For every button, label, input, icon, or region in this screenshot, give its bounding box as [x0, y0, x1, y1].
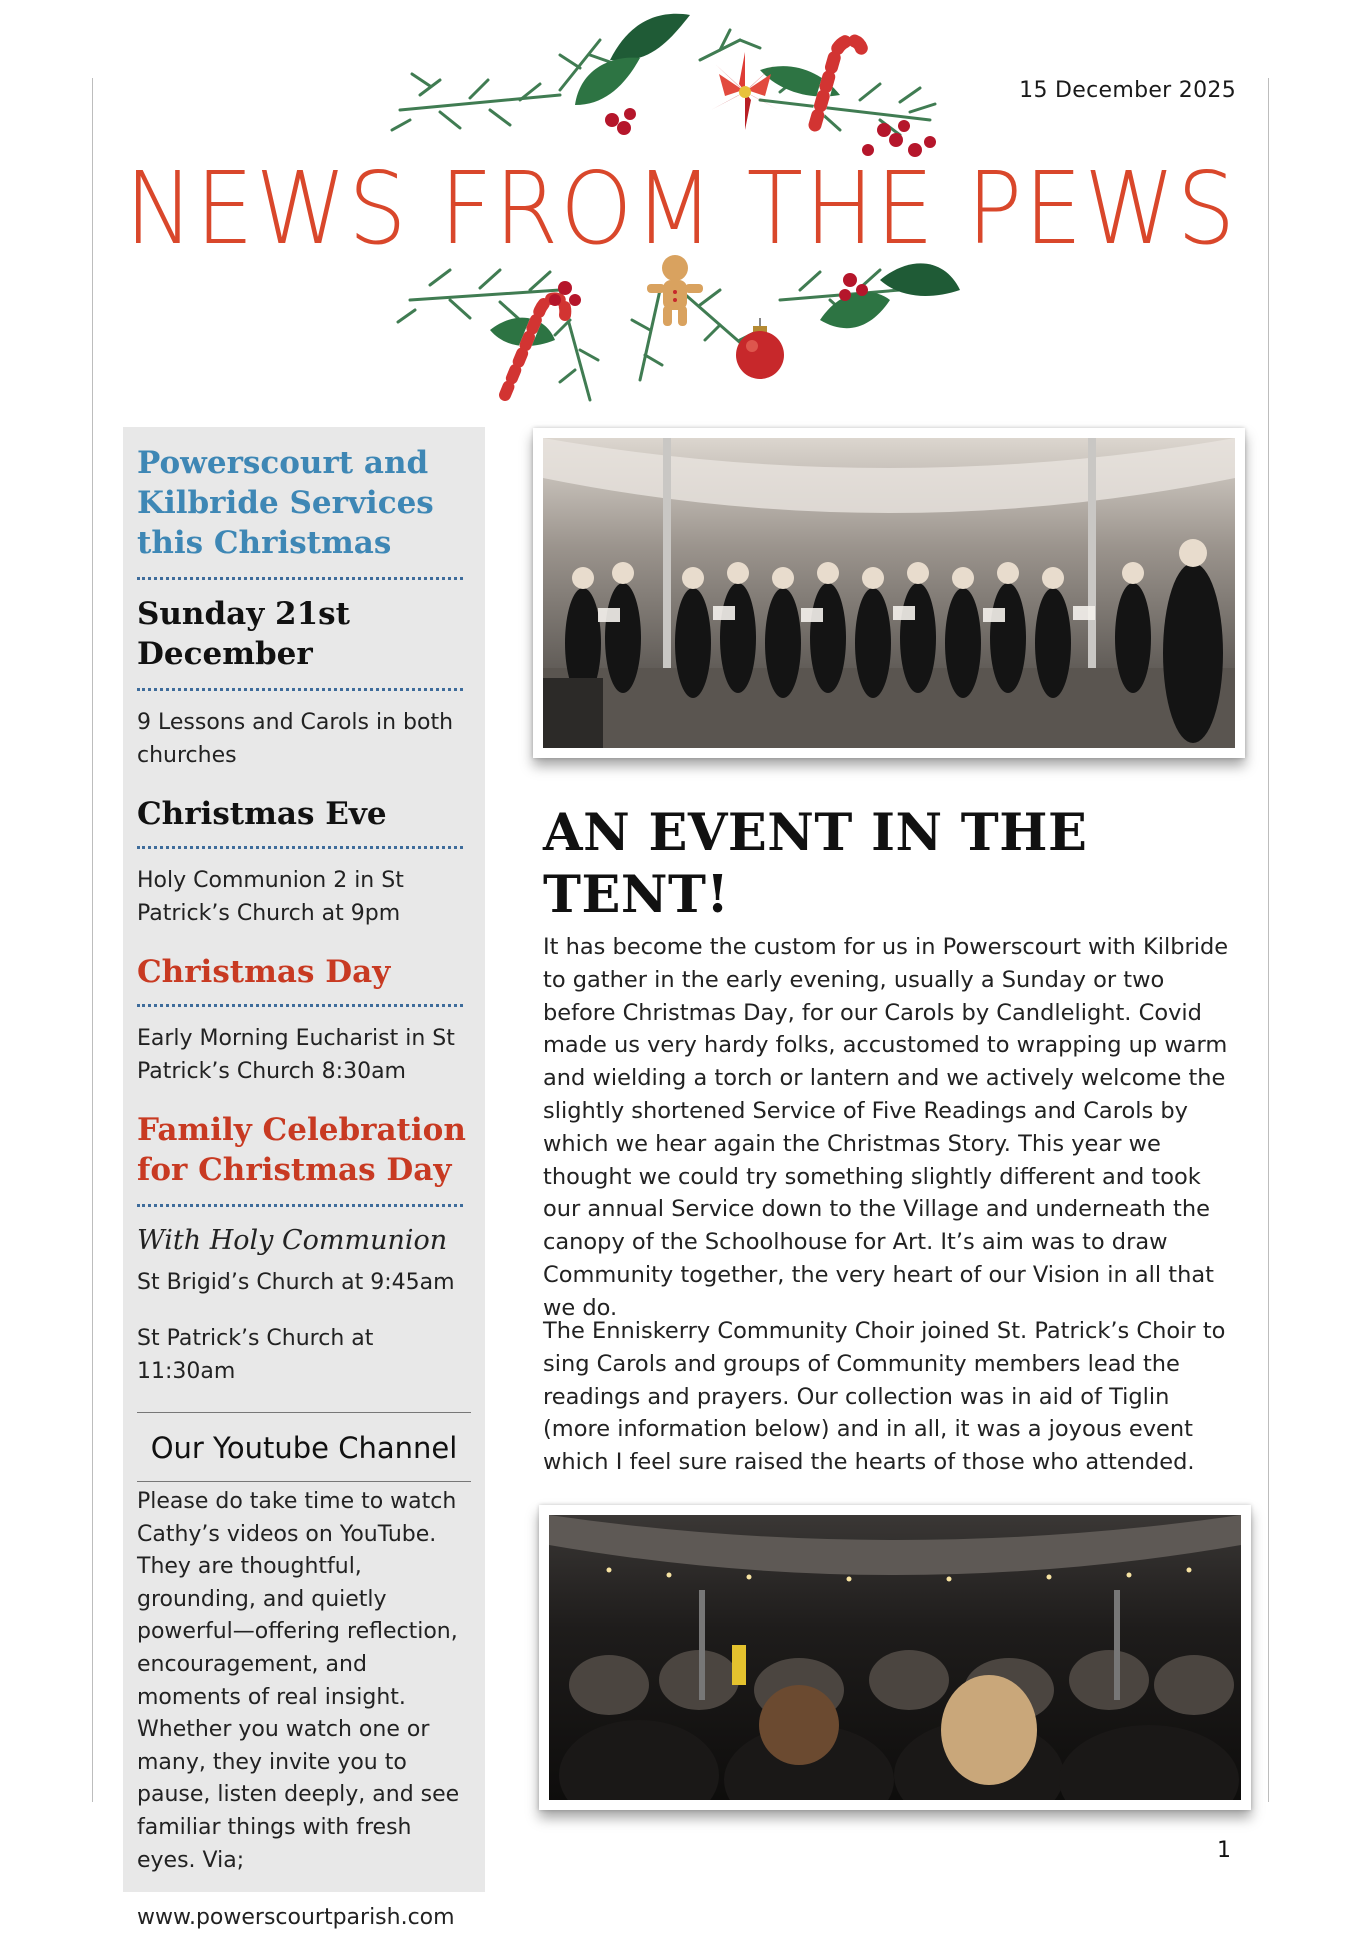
- dotted-divider: [137, 1004, 463, 1007]
- masthead: [0, 0, 1362, 425]
- services-block: [137, 443, 467, 1934]
- family-celebration-heading: Family Celebration for Christmas Day: [137, 1112, 466, 1188]
- solid-divider: [137, 1481, 471, 1482]
- issue-date: 15 December 2025: [1019, 78, 1236, 103]
- christmas-day-heading: Christmas Day: [137, 954, 391, 990]
- family-time-st-patricks: St Patrick’s Church at 11:30am: [137, 1326, 374, 1384]
- christmas-day-text: Early Morning Eucharist in St Patrick’s Church 8:30am: [137, 1026, 455, 1084]
- article-paragraph-2: The Enniskerry Community Choir joined St. Patrick’s Choir to sing Carols and groups of Community members lead the readings and prayers. Our collection was in aid of Tiglin (more information below) and in all, it was a joyous event which I feel sure raised the hearts of those who attended.: [543, 1318, 1226, 1476]
- sunday-heading: Sunday 21st December: [137, 596, 350, 672]
- dotted-divider: [137, 846, 463, 849]
- dotted-divider: [137, 688, 463, 691]
- choir-photo: [533, 428, 1245, 758]
- family-celebration-subtitle: With Holy Communion: [137, 1225, 448, 1256]
- services-sidebar: [123, 427, 485, 1931]
- poinsettia-icon: [711, 52, 779, 130]
- family-time-st-brigids: St Brigid’s Church at 9:45am: [137, 1270, 455, 1295]
- dotted-divider: [137, 1204, 463, 1207]
- article-paragraph-1: It has become the custom for us in Powerscourt with Kilbride to gather in the early evening, usually a Sunday or two before Christmas Day, for our Carols by Candlelight. Covid made us very hardy folks, accustomed to wrapping up warm and wielding a torch or lantern and we actively welcome the slightly shortened Service of Five Readings and Carols by which we hear again the Christmas Story. This year we thought we could try something slightly different and took our annual Service down to the Village and underneath the canopy of the Schoolhouse for Art. It’s aim was to draw Community together, the very heart of our Vision in all that we do.: [543, 934, 1229, 1321]
- congregation-photo-image: [549, 1515, 1241, 1800]
- page-number: 1: [1217, 1838, 1231, 1863]
- ornament-icon: [736, 318, 784, 379]
- parish-website-link[interactable]: www.powerscourtparish.com: [137, 1905, 455, 1931]
- sunday-service-text: 9 Lessons and Carols in both churches: [137, 710, 454, 768]
- youtube-heading: Our Youtube Channel: [150, 1431, 458, 1465]
- newsletter-title: NEWS FROM THE PEWS: [124, 150, 1238, 267]
- congregation-photo: [539, 1505, 1251, 1810]
- christmas-eve-text: Holy Communion 2 in St Patrick’s Church at 9pm: [137, 868, 404, 926]
- choir-photo-image: [543, 438, 1235, 748]
- services-heading: Powerscourt and Kilbride Services this Christmas: [137, 445, 434, 561]
- christmas-eve-heading: Christmas Eve: [137, 796, 387, 832]
- article-headline: AN EVENT IN THE TENT!: [543, 803, 1088, 925]
- dotted-divider: [137, 577, 463, 580]
- solid-divider: [137, 1412, 471, 1413]
- youtube-description: Please do take time to watch Cathy’s videos on YouTube. They are thoughtful, grounding, and quietly powerful—offering reflection, encouragement, and moments of real insight. Whether you watch one or many, they invite you to pause, listen deeply, and see familiar things with fresh eyes. Via;: [137, 1489, 460, 1873]
